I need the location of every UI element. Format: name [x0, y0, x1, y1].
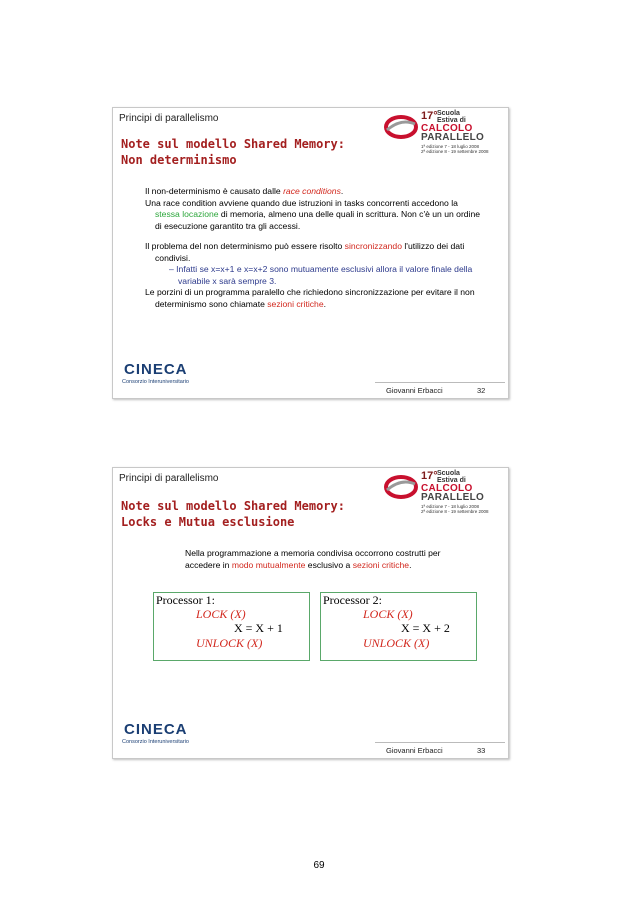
- unlock-statement: UNLOCK (X): [363, 636, 430, 650]
- paragraph-race-conditions: Il non-determinismo è causato dalle race conditions.: [145, 186, 344, 196]
- footer-author: Giovanni Erbacci: [386, 746, 443, 755]
- logo-edition-2: 2ª edizione 8 - 19 settembre 2008: [421, 149, 489, 154]
- footer-author: Giovanni Erbacci: [386, 386, 443, 395]
- page-number: 69: [313, 860, 325, 871]
- cineca-logo: CINECA Consorzio Interuniversitario: [122, 361, 189, 385]
- processor-2-box: [320, 592, 477, 661]
- paragraph-sincronizzazione: Il problema del non determinismo può essere risolto sincronizzando l'utilizzo dei dati condivisi.: [145, 241, 465, 263]
- paragraph-sezioni-critiche: Le porzini di un programma paralello che richiedono sincronizzazione per evitare il non determinismo sono chiamate sezioni critiche.: [145, 287, 475, 309]
- logo-parallelo: PARALLELO: [421, 132, 485, 143]
- section-title: Principi di parallelismo: [119, 113, 219, 124]
- assign-statement: X = X + 2: [401, 621, 450, 635]
- assign-statement: X = X + 1: [234, 621, 283, 635]
- processor-1-box: [153, 592, 310, 661]
- logo-edition-1: 1ª edizione 7 - 18 luglio 2008: [421, 144, 479, 149]
- lock-statement: LOCK (X): [363, 607, 413, 621]
- slide-number: 33: [477, 746, 486, 755]
- logo-scuola: Scuola Estiva di: [437, 470, 466, 484]
- slide-33: [112, 467, 509, 759]
- lock-statement: LOCK (X): [196, 607, 246, 621]
- logo-calcolo: CALCOLO: [421, 123, 473, 134]
- logo-number: 17°: [421, 470, 438, 482]
- logo-scuola: Scuola Estiva di: [437, 110, 466, 124]
- logo-number: 17°: [421, 110, 438, 122]
- slide-body: [145, 186, 485, 310]
- slide-number: 32: [477, 386, 486, 395]
- school-logo: [384, 110, 502, 156]
- processor-name: Processor 1:: [156, 593, 215, 607]
- intro-text: Nella programmazione a memoria condivisa occorrono costrutti per accedere in modo mutualmente esclusivo a sezioni critiche.: [185, 548, 441, 570]
- logo-calcolo: CALCOLO: [421, 483, 473, 494]
- cineca-logo: CINECA Consorzio Interuniversitario: [122, 721, 189, 745]
- slide-title: Note sul modello Shared Memory: Non determinismo: [121, 137, 345, 167]
- processor-name: Processor 2:: [323, 593, 382, 607]
- logo-edition-2: 2ª edizione 8 - 19 settembre 2008: [421, 509, 489, 514]
- footer-divider: [375, 742, 505, 743]
- school-logo: [384, 470, 502, 516]
- swoosh-logo-icon: [384, 474, 418, 500]
- sub-bullet-example: – Infatti se x=x+1 e x=x+2 sono mutuamente esclusivi allora il valore finale della variabile x sarà sempre 3.: [169, 264, 473, 286]
- logo-parallelo: PARALLELO: [421, 492, 485, 503]
- section-title: Principi di parallelismo: [119, 473, 219, 484]
- paragraph-race-definition: Una race condition avviene quando due istruzioni in tasks concorrenti accedono la stessa locazione di memoria, almeno una delle quali in scrittura. Non c'è un un ordine di esecuzione garantito tra gli accessi.: [145, 197, 481, 231]
- slide-32: [112, 107, 509, 399]
- swoosh-logo-icon: [384, 114, 418, 140]
- footer-divider: [375, 382, 505, 383]
- logo-edition-1: 1ª edizione 7 - 18 luglio 2008: [421, 504, 479, 509]
- unlock-statement: UNLOCK (X): [196, 636, 263, 650]
- slide-title: Note sul modello Shared Memory: Locks e Mutua esclusione: [121, 499, 345, 529]
